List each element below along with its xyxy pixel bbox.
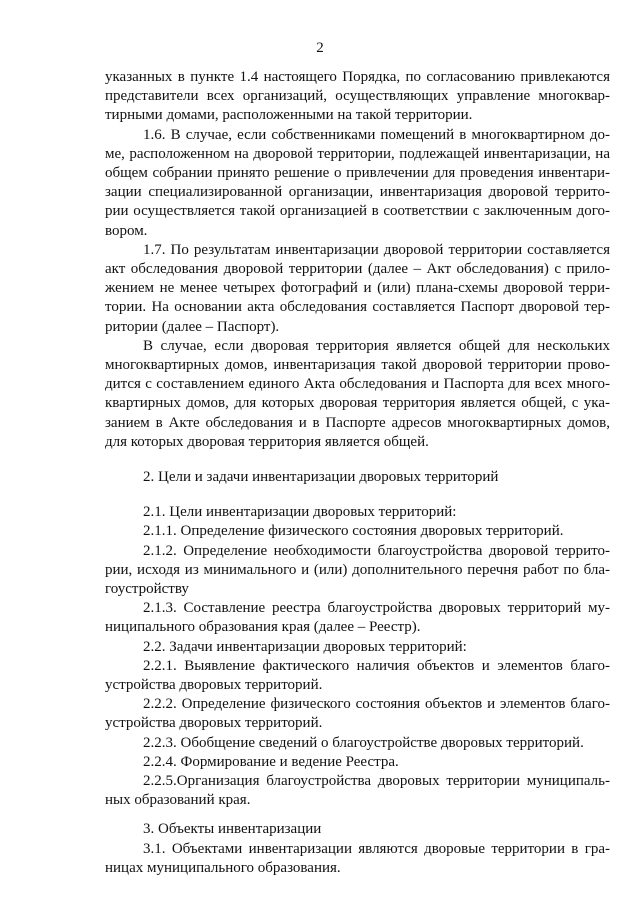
text-line: 2.2.4. Формирование и ведение Реестра. <box>143 753 399 770</box>
text-line: тирными домами, расположенными на такой территории. <box>105 107 473 124</box>
text-line: квартирных домов, для которых дворовая территория является общей, с ука- <box>105 395 610 412</box>
text-line: общем собрании принято решение о привлечении для проведения инвентари- <box>105 165 610 181</box>
text-line: вором. <box>105 222 148 239</box>
text-line: устройства дворовых территорий. <box>105 677 323 693</box>
text-line: ритории (далее – Паспорт). <box>105 318 280 335</box>
text-line: 2.2.5.Организация благоустройства дворовых территории муниципаль- <box>143 773 610 789</box>
text-line: многоквартирных домов, инвентаризация такой дворовой территории прово- <box>105 357 610 373</box>
text-line: для которых дворовая территория является общей. <box>105 433 429 450</box>
text-line: В случае, если дворовая территория является общей для нескольких <box>143 337 610 354</box>
text-line: занием в Акте обследования и в Паспорте адресов многоквартирных домов, <box>105 414 610 431</box>
text-line: рии осуществляется такой организацией в соответствии с заключенным дого- <box>105 203 610 220</box>
text-line: 2.2.1. Выявление фактического наличия объектов и элементов благо- <box>143 657 610 674</box>
page-number: 2 <box>316 40 324 56</box>
text-line: 2.2. Задачи инвентаризации дворовых территорий: <box>143 638 467 655</box>
section-heading: 2. Цели и задачи инвентаризации дворовых территорий <box>143 469 499 485</box>
text-line: 2.1.3. Составление реестра благоустройства дворовых территорий му- <box>143 600 610 617</box>
text-line: ме, расположенном на дворовой территории, подлежащей инвентаризации, на <box>105 145 610 162</box>
text-line: указанных в пункте 1.4 настоящего Порядка, по согласованию привлекаются <box>105 69 610 85</box>
text-line: 2.1.1. Определение физического состояния дворовых территорий. <box>143 523 564 540</box>
text-line: представители всех организаций, осуществляющих управление многоквар- <box>105 88 610 105</box>
text-line: рии, исходя из минимального и (или) дополнительного перечня работ по бла- <box>105 561 610 578</box>
text-line: ницах муниципального образования. <box>105 859 341 876</box>
text-line: гоустройству <box>105 581 189 597</box>
text-line: 2.1.2. Определение необходимости благоустройства дворовой террито- <box>143 542 610 559</box>
text-line: акт обследования дворовой территории (далее – Акт обследования) с прило- <box>105 261 610 277</box>
text-line: тории. На основании акта обследования составляется Паспорт дворовой тер- <box>105 299 610 316</box>
text-line: устройства дворовых территорий. <box>105 715 323 732</box>
text-line: жением не менее четырех фотографий и (или) плана-схемы дворовой терри- <box>105 280 610 297</box>
text-line: 1.6. В случае, если собственниками помещений в многоквартирном до- <box>143 126 610 143</box>
section-heading: 3. Объекты инвентаризации <box>143 821 322 838</box>
text-line: 3.1. Объектами инвентаризации являются дворовые территории в гра- <box>143 840 610 857</box>
text-line: зации специализированной организации, инвентаризация дворовой террито- <box>105 184 610 201</box>
text-line: ных образований края. <box>105 792 251 809</box>
text-line: 1.7. По результатам инвентаризации дворовой территории составляется <box>143 241 610 258</box>
text-line: 2.2.2. Определение физического состояния объектов и элементов благо- <box>143 696 610 713</box>
text-line: дится с составлением единого Акта обследования и Паспорта для всех много- <box>105 376 610 393</box>
text-line: 2.2.3. Обобщение сведений о благоустройстве дворовых территорий. <box>143 734 584 751</box>
text-line: 2.1. Цели инвентаризации дворовых территорий: <box>143 504 457 521</box>
text-line: ниципального образования края (далее – Реестр). <box>105 619 421 636</box>
